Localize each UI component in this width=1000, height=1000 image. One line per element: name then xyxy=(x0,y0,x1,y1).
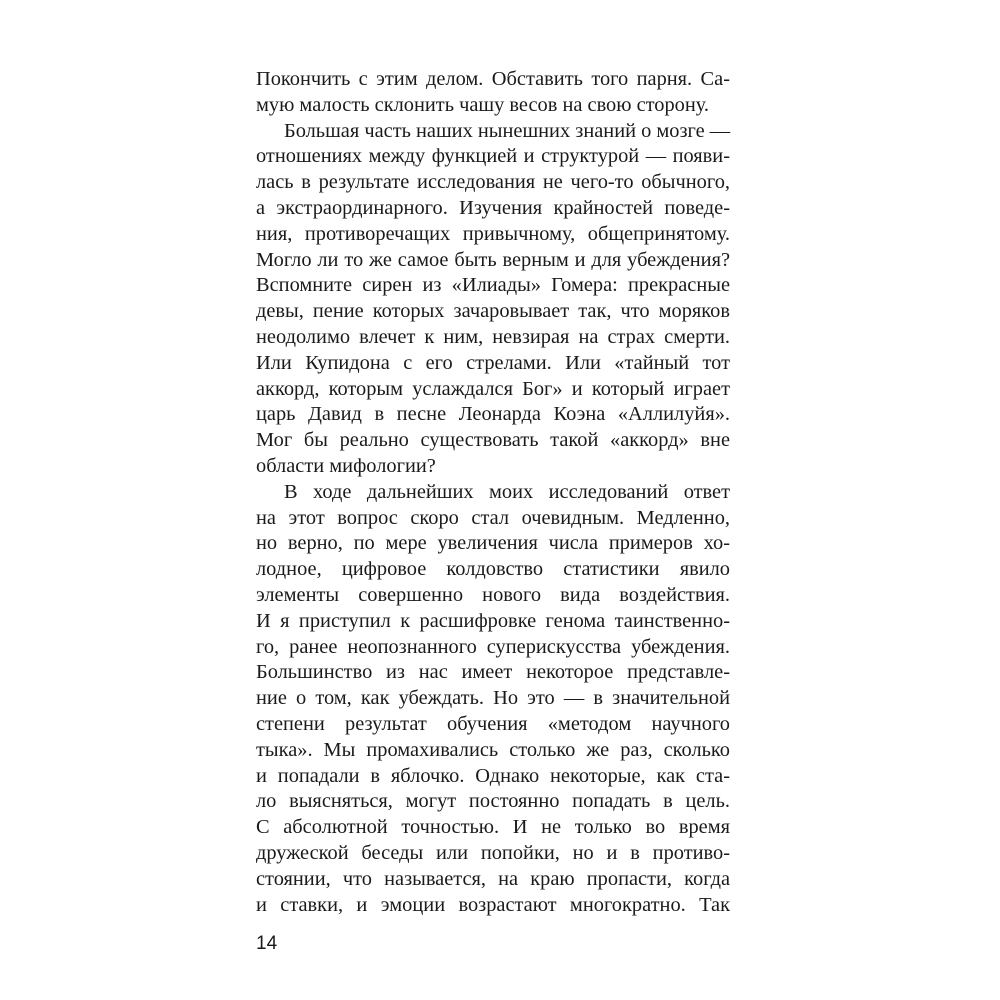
text-line: И я приступил к расшифровке генома таинственно- xyxy=(256,609,730,632)
text-line: тыка». Мы промахивались столько же раз, сколько xyxy=(256,738,730,761)
text-line: ние о том, как убеждать. Но это — в значительной xyxy=(256,687,730,710)
text-line: Большинство из нас имеет некоторое представле- xyxy=(256,661,730,684)
text-line: лодное, цифровое колдовство статистики явило xyxy=(256,558,730,581)
text-line: го, ранее неопознанного суперискусства убеждения. xyxy=(256,635,730,658)
text-line: С абсолютной точностью. И не только во время xyxy=(256,816,730,839)
text-line: лась в результате исследования не чего-то обычного, xyxy=(256,171,730,194)
text-line: и попадали в яблочко. Однако некоторые, как ста- xyxy=(256,764,730,787)
text-line: стоянии, что называется, на краю пропасти, когда xyxy=(256,867,730,890)
text-line: Мог бы реально существовать такой «аккорд» вне xyxy=(256,429,730,452)
text-line: а экстраординарного. Изучения крайностей поведе- xyxy=(256,196,730,219)
text-line: и ставки, и эмоции возрастают многократно. Так xyxy=(256,893,730,916)
text-line: мую малость склонить чашу весов на свою сторону. xyxy=(256,93,710,116)
page-number: 14 xyxy=(256,933,278,954)
text-line: В ходе дальнейших моих исследований ответ xyxy=(284,480,730,503)
text-line: царь Давид в песне Леонарда Коэна «Аллилуйя». xyxy=(256,403,730,426)
text-line: ния, противоречащих привычному, общепринятому. xyxy=(256,222,730,245)
text-line: неодолимо влечет к ним, невзирая на страх смерти. xyxy=(256,325,730,348)
text-line: Вспомните сирен из «Илиады» Гомера: прекрасные xyxy=(256,274,730,297)
text-line: области мифологии? xyxy=(256,454,436,477)
text-line: Большая часть наших нынешних знаний о мозге — xyxy=(284,119,731,142)
text-line: отношениях между функцией и структурой — появи- xyxy=(256,145,730,168)
text-line: Могло ли то же самое быть верным и для убеждения? xyxy=(256,248,730,271)
text-line: на этот вопрос скоро стал очевидным. Медленно, xyxy=(256,506,730,529)
text-line: элементы совершенно нового вида воздействия. xyxy=(256,583,730,606)
body-text xyxy=(256,67,730,918)
text-line: Или Купидона с его стрелами. Или «тайный тот xyxy=(256,351,730,374)
text-line: ло выясняться, могут постоянно попадать в цель. xyxy=(256,790,730,813)
text-line: степени результат обучения «методом научного xyxy=(256,712,730,735)
text-line: но верно, по мере увеличения числа примеров хо- xyxy=(256,532,730,555)
text-line: девы, пение которых зачаровывает так, что моряков xyxy=(256,300,730,323)
text-line: дружеской беседы или попойки, но и в противо- xyxy=(256,841,730,864)
text-line: аккорд, которым услаждался Бог» и который играет xyxy=(256,377,730,400)
text-line: Покончить с этим делом. Обставить того парня. Са- xyxy=(256,68,730,90)
